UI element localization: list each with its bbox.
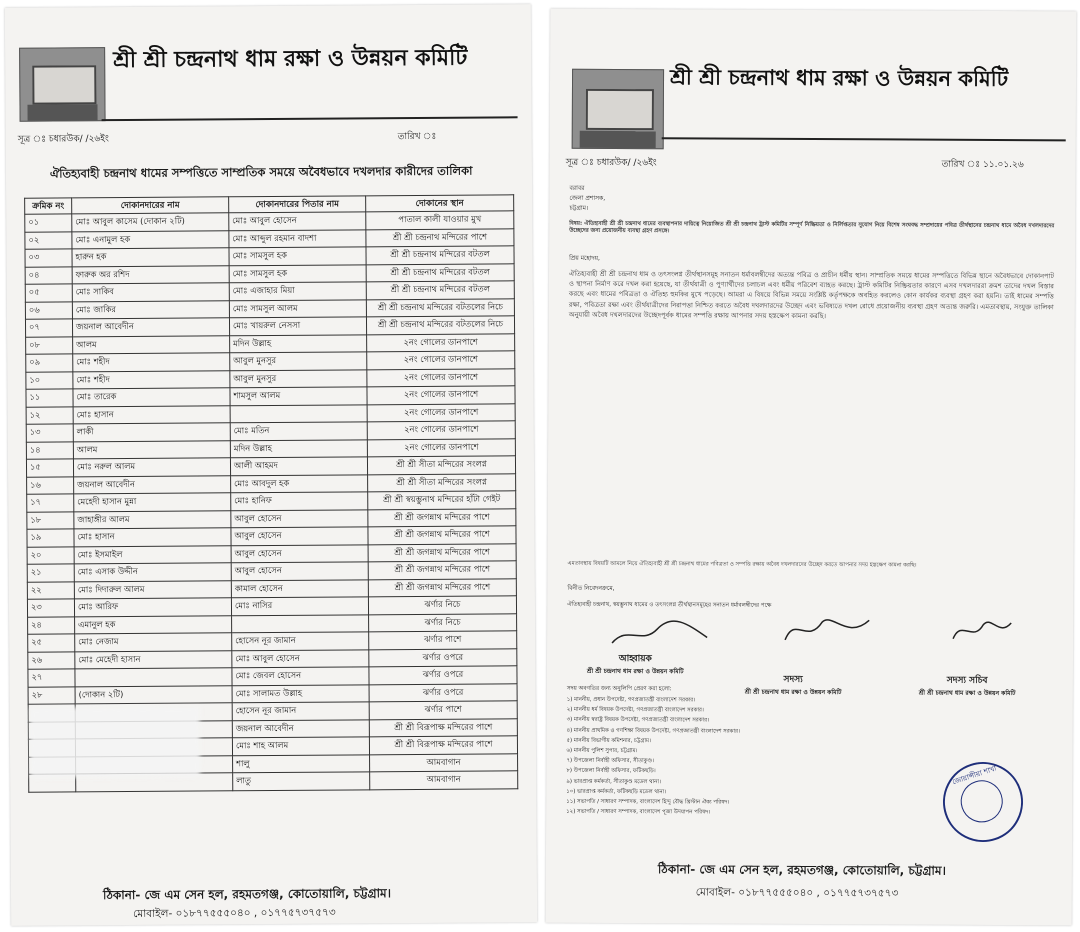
cell-shop-location: ২নং গোলের ডানপাশে	[367, 351, 515, 370]
cell-shop-location: ২নং গোলের ডানপাশে	[367, 421, 515, 440]
cell-shop-location: শ্রী শ্রী সীতা মন্দিরের সংলগ্ন	[367, 456, 515, 475]
cell-shop-location: ২নং গোলের ডানপাশে	[367, 333, 515, 352]
salutation: প্রিয় মহোদয়,	[569, 254, 600, 262]
cell-shop-location: শ্রী শ্রী চন্দ্রনাথ মন্দিরের বটতলের নিচে	[366, 298, 514, 317]
cell-shop-location: পাতাল কালী যাওয়ার মুখ	[366, 211, 514, 230]
cell-shopkeeper-name: জয়নাল আবেদীন	[74, 475, 231, 494]
cell-serial: ২৮	[28, 686, 75, 704]
redacted-area	[30, 707, 200, 778]
cell-father-name: আবুল হোসেন	[231, 544, 368, 562]
cell-father-name: মদিন উল্লাহ	[230, 334, 367, 352]
cell-father-name: মোঃ আবুল হোসেন	[232, 649, 369, 667]
footer-mobile: মোবাইল- ০১৮৭৭৫৫৫০৪০ , ০১৭৭৫৭৩৭৫৭৩	[133, 906, 336, 920]
distribution-item: ৮) উপজেলা নির্বাহী অফিসার, ফটিকছড়ি।	[566, 768, 656, 775]
cell-shopkeeper-name: মোঃ এনামুল হক	[72, 230, 229, 249]
cell-father-name: মোঃ আবদুল হক	[231, 474, 368, 492]
distribution-item: ১২) সভাপতি / সাধারণ সম্পাদক, বাংলাদেশ পূজা উদযাপন পরিষদ।	[566, 808, 711, 816]
cell-shopkeeper-name: ফারুক অর রশিদ	[72, 265, 229, 284]
cell-father-name: হোসেন নূর জামান	[232, 632, 369, 650]
cell-serial: ২৪	[28, 616, 75, 634]
signature-role: সদস্য সচিব	[946, 675, 988, 686]
cell-father-name: মোঃ সামসুল হক	[229, 264, 366, 282]
cell-shopkeeper-name: মোঃ জাকির	[72, 300, 229, 319]
cell-serial: ১৭	[27, 494, 74, 512]
cell-shopkeeper-name: (দোকান ২টি)	[75, 685, 232, 704]
signature-block-3	[919, 673, 1016, 700]
cell-serial: ১২	[26, 406, 73, 424]
cell-father-name	[232, 614, 369, 632]
org-title: শ্রী শ্রী চন্দ্রনাথ ধাম রক্ষা ও উন্নয়ন কমিটি	[113, 44, 468, 74]
distribution-item: ২) মাননীয় ধর্ম বিষয়ক উপদেষ্টা, গণপ্রজাতন্ত্রী বাংলাদেশ সরকার।	[566, 706, 704, 714]
cell-serial: ১৯	[27, 529, 74, 547]
cell-father-name: মোঃ খায়রুল নেসসা	[229, 317, 366, 335]
cell-serial: ২০	[27, 546, 74, 564]
cell-father-name: শালু	[233, 754, 370, 772]
cell-shop-location: শ্রী শ্রী চন্দ্রনাথ মন্দিরের বটতল	[366, 246, 514, 265]
signature-role: সদস্য	[783, 674, 803, 685]
cell-father-name: আলী আহমদ	[230, 457, 367, 475]
cell-shopkeeper-name: মেহেদী হাসান মুন্না	[74, 493, 231, 512]
cell-father-name: মোঃ আব্দুল রহমান বাদশা	[229, 229, 366, 247]
cell-shopkeeper-name: হারুন হক	[72, 248, 229, 267]
cell-shopkeeper-name: এমানুল হক	[75, 615, 232, 634]
cell-father-name: আবুল মুনসুর	[230, 369, 367, 387]
cell-father-name: মোঃ নাসির	[231, 597, 368, 615]
cell-shop-location: শ্রী শ্রী বিরূপাক্ষ মন্দিরের পাশে	[369, 718, 517, 737]
cell-serial: ০৮	[26, 336, 73, 354]
cell-shop-location: ঝর্ণার ওপরে	[369, 666, 517, 685]
cell-shop-location: ২নং গোলের ডানপাশে	[367, 403, 515, 422]
cell-serial: ১৩	[26, 424, 73, 442]
cell-shop-location: ঝর্ণার পাশে	[369, 631, 517, 650]
signature-2-image	[777, 610, 877, 651]
cell-serial: ২৭	[28, 669, 75, 687]
temple-logo-image	[19, 47, 106, 122]
cell-father-name: মোঃ সালামত উল্লাহ	[232, 684, 369, 702]
cell-shop-location: শ্রী শ্রী জগন্নাথ মন্দিরের পাশে	[368, 561, 516, 580]
regards: বিনীত নিবেদনক্রমে,	[567, 584, 615, 592]
cell-father-name: আবুল হোসেন	[231, 509, 368, 527]
distribution-list	[566, 695, 740, 818]
cell-serial: ১৮	[27, 511, 74, 529]
recipient-line-3: চট্টগ্রাম।	[569, 204, 589, 212]
cell-father-name: হোসেন নূর জামান	[232, 702, 369, 720]
temple-logo-image	[572, 69, 664, 149]
cell-father-name: মোঃ সামসুল আলম	[229, 299, 366, 317]
cell-shopkeeper-name: মোঃ তারেক	[73, 388, 230, 407]
distribution-item: ১০) ভারপ্রাপ্ত কর্মকর্তা, ফটিকছড়ি মডেল থানা।	[566, 788, 667, 796]
cell-shop-location: শ্রী শ্রী জগন্নাথ মন্দিরের পাশে	[368, 526, 516, 545]
cell-shopkeeper-name: মোঃ দিদারুল আলম	[74, 580, 231, 599]
footer-mobile: মোবাইল- ০১৮৭৭৫৫৫০৪০ , ০১৭৭৫৭৩৭৫৭৩	[695, 886, 899, 900]
cell-shop-location: শ্রী শ্রী জগন্নাথ মন্দিরের পাশে	[368, 508, 516, 527]
cell-father-name: মোঃ শাহ আলম	[232, 737, 369, 755]
cell-father-name: মদিন উল্লাহ	[230, 439, 367, 457]
signature-block-1	[587, 651, 684, 678]
recipient-line-1: বরাবর	[569, 184, 585, 192]
cell-serial: ২৫	[28, 634, 75, 652]
cell-shop-location: ঝর্ণার নিচে	[369, 613, 517, 632]
cell-shop-location: ২নং গোলের ডানপাশে	[367, 368, 515, 387]
cell-shop-location: ২নং গোলের ডানপাশে	[367, 386, 515, 405]
cell-father-name: মোঃ মতিন	[230, 422, 367, 440]
signature-role: আহ্বায়ক	[618, 653, 652, 665]
cell-shopkeeper-name: মোঃ আবুল কাসেম (দোকান ২টি)	[72, 213, 229, 232]
ref-number: সূত্র ঃ চধারউক/ /২৬ইং	[17, 134, 109, 145]
cell-serial: ১১	[26, 389, 73, 407]
org-title: শ্রী শ্রী চন্দ্রনাথ ধাম রক্ষা ও উন্নয়ন কমিটি	[669, 64, 1009, 92]
distribution-item: ৬) মাননীয় পুলিশ সুপার, চট্টগ্রাম।	[566, 747, 638, 755]
cell-shopkeeper-name: জাহাঙ্গীর আলম	[74, 510, 231, 529]
cell-serial: ০৭	[25, 319, 72, 337]
cell-father-name: মোঃ জেবল হোসেন	[232, 667, 369, 685]
cell-father-name: আবুল মুনসুর	[230, 352, 367, 370]
cell-shopkeeper-name: মোঃ নেজাম	[75, 633, 232, 652]
ref-number: সূত্র ঃ চধারউক/ /২৬ইং	[565, 157, 657, 169]
cell-shopkeeper-name	[75, 668, 232, 687]
cell-serial: ০৯	[26, 354, 73, 372]
signature-block-2	[745, 672, 842, 699]
footer-address: ঠিকানা- জে এম সেন হল, রহমতগঞ্জ, কোতোয়ালি, চট্টগ্রাম।	[102, 886, 392, 903]
cell-serial: ১৬	[27, 476, 74, 494]
cell-shop-location: ঝর্ণার ওপরে	[369, 683, 517, 702]
distribution-item: ৭) উপজেলা নির্বাহী অফিসার, সীতাকুণ্ড।	[566, 757, 655, 765]
cell-shop-location: আমবাগান	[370, 771, 518, 790]
cell-shop-location: ২নং গোলের ডানপাশে	[367, 438, 515, 457]
cell-shopkeeper-name: মোঃ মেহেদী হাসান	[75, 650, 232, 669]
distribution-item: ১) মাননীয়, প্রধান উপদেষ্টা, গণপ্রজাতন্ত্রী বাংলাদেশ সরকার।	[566, 696, 696, 704]
cell-father-name	[230, 404, 367, 422]
stamp-text: জোয়ান্সীয়া শাখা	[951, 764, 998, 787]
letter-date: তারিখ ঃ ১১.০১.২৬	[941, 159, 1024, 171]
footer-address: ঠিকানা- জে এম সেন হল, রহমতগঞ্জ, কোতোয়ালি, চট্টগ্রাম।	[657, 862, 946, 878]
cell-shopkeeper-name: মোঃ হাসান	[74, 528, 231, 547]
cell-shopkeeper-name: মোঃ হাসান	[73, 405, 230, 424]
cell-serial: ১৫	[26, 459, 73, 477]
col-shopkeeper-name: দোকানদারের নাম	[72, 197, 229, 214]
cell-serial: ০৪	[25, 266, 72, 284]
cell-serial: ০৩	[25, 249, 72, 267]
signature-org: শ্রী শ্রী চন্দ্রনাথ ধাম রক্ষা ও উন্নয়ন কমিটি	[918, 689, 1016, 698]
cell-shopkeeper-name: মোঃ শহীদ	[73, 370, 230, 389]
cell-shop-location: ঝর্ণার পাশে	[369, 701, 517, 720]
cell-serial: ০২	[25, 231, 72, 249]
cell-father-name: আবুল হোসেন	[231, 527, 368, 545]
cell-father-name: মোঃ আবুল হোসেন	[229, 212, 366, 230]
list-heading: ঐতিহ্যবাহী চন্দ্রনাথ ধামের সম্পত্তিতে সাম্প্রতিক সময়ে অবৈধভাবে দখলদার কারীদের তালিকা	[49, 163, 473, 181]
cell-father-name: আবুল হোসেন	[231, 562, 368, 580]
col-shop-location: দোকানের স্থান	[366, 195, 514, 212]
cell-father-name: মোঃ এজাহার মিয়া	[229, 282, 366, 300]
signature-org: শ্রী শ্রী চন্দ্রনাথ ধাম রক্ষা ও উন্নয়ন কমিটি	[586, 667, 684, 676]
cell-serial: ২১	[27, 564, 74, 582]
table-body	[25, 211, 518, 792]
cell-shop-location: শ্রী শ্রী বিরূপাক্ষ মন্দিরের পাশে	[369, 736, 517, 755]
distribution-item: ৯) ভারপ্রাপ্ত কর্মকর্তা, সীতাকুণ্ড মডেল থানা।	[566, 778, 661, 785]
left-document-page	[5, 4, 537, 926]
recipient-line-2: জেলা প্রশাসক,	[569, 194, 606, 202]
cell-shop-location: শ্রী শ্রী জগন্নাথ মন্দিরের পাশে	[368, 578, 516, 597]
cell-father-name: লাতু	[233, 772, 370, 790]
signature-3-image	[947, 615, 1017, 647]
cell-shopkeeper-name: মোঃ নরুল আলম	[73, 458, 230, 477]
cell-shopkeeper-name: আলম	[73, 440, 230, 459]
cell-serial: ২৬	[28, 651, 75, 669]
cell-shop-location: শ্রী শ্রী চন্দ্রনাথ মন্দিরের পাশে	[366, 228, 514, 247]
header-rule	[662, 137, 1066, 141]
cell-shop-location: শ্রী শ্রী সীতা মন্দিরের সংলগ্ন	[368, 473, 516, 492]
cell-shop-location: শ্রী শ্রী স্বয়ম্ভুনাথ মন্দিরের হাঁটা গেইট	[368, 491, 516, 510]
cell-shop-location: আমবাগান	[370, 753, 518, 772]
cell-serial: ০৬	[25, 301, 72, 319]
cell-serial: ২২	[27, 581, 74, 599]
header-rule	[102, 116, 518, 121]
cell-father-name: মোঃ হানিফ	[231, 492, 368, 510]
cell-father-name: জয়নাল আবেদীন	[232, 719, 369, 737]
cell-serial: ২৩	[27, 599, 74, 617]
cell-serial: ১০	[26, 371, 73, 389]
cell-father-name: মোঃ সামসুল হক	[229, 247, 366, 265]
cell-shop-location: ঝর্ণার নিচে	[368, 596, 516, 615]
distribution-item: ৪) মাননীয় প্রাথমিক ও গণশিক্ষা বিষয়ক উপদেষ্টা, গণপ্রজাতন্ত্রী বাংলাদেশ সরকার।	[566, 727, 740, 735]
distribution-item: ১১) সভাপতি / সাধারণ সম্পাদক, বাংলাদেশ হিন্দু বৌদ্ধ খ্রিস্টান ঐক্য পরিষদ।	[566, 798, 730, 806]
cell-serial: ১৪	[26, 441, 73, 459]
letter-body: ঐতিহ্যবাহী শ্রী শ্রী চন্দ্রনাথ ধাম ও তৎসংলগ্ন তীর্থস্থানসমূহ সনাতন ধর্মাবলম্বীদের অত্যন্ত পবিত্র ও প্রাচীন ধর্মীয় স্থান। সাম্প্রতিক সময়ে ধামের সম্পত্তিতে বিভিন্ন স্থানে অবৈধভাবে দোকানপাট ও স্থাপনা নির্মাণ করে দখল করা হয়েছে, যা তীর্থযাত্রী ও পুণ্যার্থীদের চলাচল এবং ধর্মীয় পরিবেশ ব্যাহত করছে। ট্রাস্ট কমিটির নিষ্ক্রিয়তার কারণে এসব দখলদাররা ক্রমশ তাদের দখল বিস্তার করছে এবং ধামের পবিত্রতা ও ঐতিহ্য হুমকির মুখে পড়েছে। আমরা এ বিষয়ে বিভিন্ন সময়ে সংশ্লিষ্ট কর্তৃপক্ষকে অবহিত করলেও কোন কার্যকর ব্যবস্থা গ্রহণ করা হয়নি। তাই ধামের সম্পত্তি রক্ষা, পবিত্রতা রক্ষা এবং তীর্থযাত্রীদের নিরাপত্তা নিশ্চিত করতে অবৈধ দখলদারদের উচ্ছেদ এবং ভবিষ্যতে দখল রোধে প্রয়োজনীয় ব্যবস্থা গ্রহণ অত্যন্ত জরুরি। এমতাবস্থায়, সংযুক্ত তালিকা অনুযায়ী অবৈধ দখলদারদের উচ্ছেদপূর্বক ধামের সম্পত্তি রক্ষায় আপনার সদয় হস্তক্ষেপ কামনা করছি।	[568, 269, 1055, 320]
distribution-item: ৫) মাননীয় বিভাগীয় কমিশনার, চট্টগ্রাম।	[566, 737, 651, 744]
cell-shopkeeper-name: আলম	[73, 335, 230, 354]
col-serial: ক্রমিক নং	[25, 198, 72, 214]
signature-1-image	[607, 615, 717, 652]
cell-shopkeeper-name: জয়নাল আবেদীন	[72, 318, 229, 337]
cell-shopkeeper-name: মোঃ এসাক উদ্দীন	[74, 563, 231, 582]
subject-line: বিষয়: ঐতিহ্যবাহী শ্রী শ্রী চন্দ্রনাথ ধামের ব্যবস্থাপনার দায়িত্বে নিয়োজিত শ্রী শ্রী চন্দ্রনাথ ট্রাস্ট কমিটির সম্পূর্ণ নিষ্ক্রিয়তা ও নির্লিপ্ততার সুযোগ নিয়ে বিশেষ সংঘবদ্ধ সম্প্রদায়ের পবিত্র তীর্থস্থানের চন্দ্রনাথ ধামে অবৈধ দখলদারদের উচ্ছেদের জন্য প্রয়োজনীয় ব্যবস্থা গ্রহণ প্রসঙ্গে।	[569, 220, 1055, 235]
distribution-item: ৩) মাননীয় স্বরাষ্ট্র বিষয়ক উপদেষ্টা, গণপ্রজাতন্ত্রী বাংলাদেশ সরকার।	[566, 717, 710, 724]
closing-paragraph: এমতাবস্থায় বিষয়টি আমলে নিয়ে ঐতিহ্যবাহী শ্রী শ্রী চন্দ্রনাথ ধামের পবিত্রতা ও সম্পত্তি রক্ষায় অবৈধ দখলদারদের উচ্ছেদ করতে আপনার সদয় হস্তক্ষেপ কামনা করছি।	[567, 560, 917, 569]
cell-shop-location: শ্রী শ্রী চন্দ্রনাথ মন্দিরের বটতল	[366, 281, 514, 300]
cell-shopkeeper-name: মোঃ শহীদ	[73, 353, 230, 372]
regards-line: ঐতিহ্যবাহী চন্দ্রনাথ, স্বয়ম্ভুনাথ ধামের ও তৎসংলগ্ন তীর্থস্থানসমূহের সনাতন ধর্মাবলম্বীদের পক্ষে	[567, 601, 772, 609]
cell-father-name: কামাল হোসেন	[231, 579, 368, 597]
cell-shopkeeper-name: মোঃ সাকিব	[72, 283, 229, 302]
cell-serial: ০৫	[25, 284, 72, 302]
cell-shopkeeper-name: মোঃ আরিফ	[74, 598, 231, 617]
col-father-name: দোকানদারের পিতার নাম	[229, 196, 366, 213]
date-label: তারিখ ঃ	[397, 131, 437, 143]
distribution-title: সদয় অবগতির জন্য অনুলিপি প্রেরণ করা হলো:	[566, 685, 672, 693]
cell-shop-location: শ্রী শ্রী চন্দ্রনাথ মন্দিরের বটতলের নিচে	[366, 316, 514, 335]
cell-shopkeeper-name: লাকী	[73, 423, 230, 442]
cell-shopkeeper-name: মোঃ ইসমাইল	[74, 545, 231, 564]
cell-father-name: শামসুল আলম	[230, 387, 367, 405]
cell-shop-location: ঝর্ণার ওপরে	[369, 648, 517, 667]
cell-shop-location: শ্রী শ্রী চন্দ্রনাথ মন্দিরের বটতল	[366, 263, 514, 282]
encroacher-table	[24, 194, 518, 792]
cell-serial: ০১	[25, 214, 72, 232]
signature-org: শ্রী শ্রী চন্দ্রনাথ ধাম রক্ষা ও উন্নয়ন কমিটি	[744, 688, 842, 697]
cell-shop-location: শ্রী শ্রী জগন্নাথ মন্দিরের পাশে	[368, 543, 516, 562]
